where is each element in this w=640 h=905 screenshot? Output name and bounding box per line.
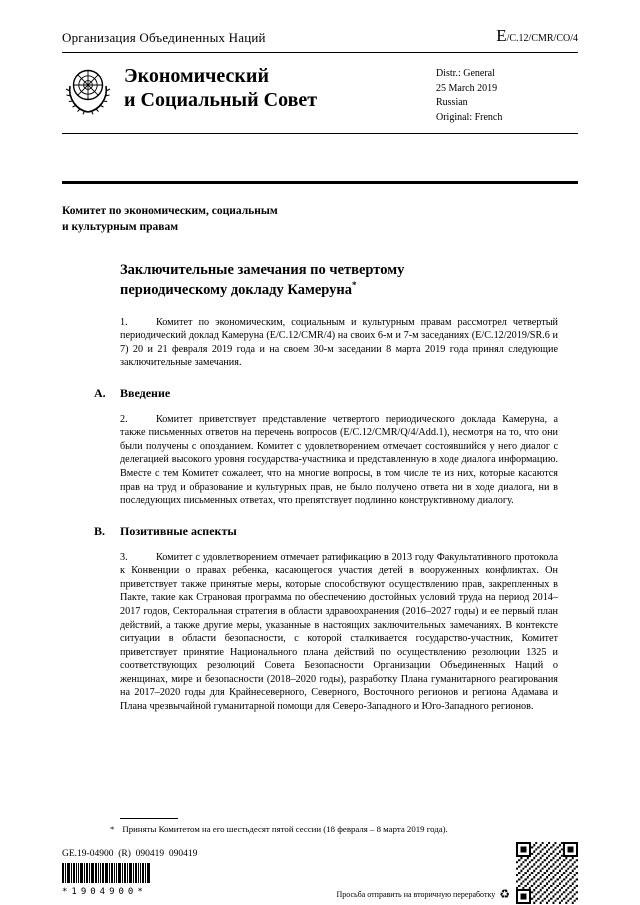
footnote-block — [110, 818, 558, 834]
footnote-text: Приняты Комитетом на его шестьдесят пятой сессии (18 февраля – 8 марта 2019 года). — [122, 824, 448, 834]
org-name: Организация Объединенных Наций — [62, 30, 266, 45]
thick-rule — [62, 181, 578, 184]
recycle-text: Просьба отправить на вторичную переработку — [336, 889, 496, 899]
doc-symbol-rest: /C.12/CMR/CO/4 — [506, 33, 578, 44]
spacer — [62, 134, 578, 181]
footnote — [110, 824, 558, 834]
paragraph-1 — [120, 316, 558, 370]
committee-name-line1: Комитет по экономическим, социальным — [62, 205, 278, 217]
header-rule — [62, 52, 578, 53]
distr-language: Russian — [436, 97, 468, 108]
distr-type: Distr.: General — [436, 68, 495, 79]
paragraph-number: 1. — [120, 316, 128, 328]
title-footnote-marker: * — [352, 279, 357, 290]
barcode — [62, 863, 150, 888]
doc-symbol — [496, 26, 578, 46]
ge-number: GE.19-04900 (R) 090419 090419 — [62, 849, 198, 859]
qr-code — [516, 842, 578, 904]
council-title-line1: Экономический — [124, 65, 269, 87]
paragraph-3 — [120, 551, 558, 714]
un-emblem-icon — [62, 65, 114, 117]
distribution-block — [436, 63, 578, 125]
paragraph-text: Комитет с удовлетворением отмечает ратификацию в 2013 году Факультативного протокола к Конвенции о правах ребенка, касающегося участия детей в вооруженных конфликтах. Он приветствует также принятые меры, которые способствуют осуществлению прав, закрепленных в Пакте, такие как Страновая программа по обеспечению достойных условий труда на период 2014–2017 годов, Секторальная стратегия в области здравоохранения (2016–2027 годы) и ее первый план действий, а также другие меры, указанные в настоящих заключительных замечаниях. В контексте ситуации в области безопасности, с которой сталкивается государство-участник, Комитет приветствует принятие Национального плана действий по осуществлению резолюции 1325 и соответствующих резолюций Совета Безопасности Организации Объединенных Наций о женщинах, мире и безопасности (2018–2020 годы), разработку Плана гуманитарного реагирования на 2017–2020 годы для Крайнесеверного, Северного, Восточного регионов и региона Адамава и Плана чрезвычайной гуманитарной помощи для Северо-Западного и Юго-Западного регионов. — [120, 551, 558, 712]
footnote-marker: * — [110, 824, 115, 834]
distr-original: Original: French — [436, 111, 503, 123]
council-title — [124, 63, 436, 125]
section-title: Позитивные аспекты — [120, 523, 237, 538]
committee-name — [62, 204, 578, 235]
document-title — [120, 261, 470, 300]
section-heading-a — [94, 385, 558, 401]
doc-symbol-series: E — [496, 26, 507, 45]
section-letter: B. — [94, 523, 106, 538]
paragraph-number: 3. — [120, 551, 128, 563]
barcode-text: *1904900* — [62, 887, 147, 897]
footnote-rule — [120, 818, 178, 819]
document-body — [94, 261, 558, 713]
masthead — [62, 63, 578, 133]
document-header — [62, 26, 578, 46]
committee-name-line2: и культурным правам — [62, 220, 179, 233]
section-heading-b — [94, 523, 558, 539]
paragraph-text: Комитет по экономическим, социальным и культурным правам рассмотрел четвертый периодический доклад Камеруна (E/C.12/CMR/4) на своих 6-м и 7-м заседаниях (E/C.12/2019/SR.6 и 7) 20 и 21 февраля 2019 года и на своем 30-м заседании 8 марта 2019 года принял следующие заключительные замечания. — [120, 316, 558, 369]
paragraph-2 — [120, 413, 558, 508]
council-title-line2: и Социальный Совет — [124, 88, 318, 111]
paragraph-number: 2. — [120, 413, 128, 425]
paragraph-text: Комитет приветствует представление четвертого периодического доклада Камеруна, а также письменных ответов на перечень вопросов (E/C.12/CMR/Q/4/Add.1), несмотря на то, что они были получены с опозданием. Комитет с удовлетворением отмечает состоявшийся у него диалог с делегацией высокого уровня государства-участника и представленную в ходе диалога информацию. Вместе с тем Комитет сожалеет, что на многие вопросы, в том числе те из них, которые касаются прав на труд и образование и культурных прав, не было получено ответа ни в ходе диалога, ни в последующих письменных ответах, что препятствует подлинно конструктивному диалогу. — [120, 413, 558, 507]
section-title: Введение — [120, 385, 171, 400]
document-title-text: Заключительные замечания по четвертому периодическому докладу Камеруна — [120, 262, 405, 298]
distr-date: 25 March 2019 — [436, 82, 498, 94]
recycle-notice — [336, 888, 510, 900]
recycle-icon: ♻ — [499, 887, 510, 901]
section-letter: A. — [94, 385, 106, 400]
